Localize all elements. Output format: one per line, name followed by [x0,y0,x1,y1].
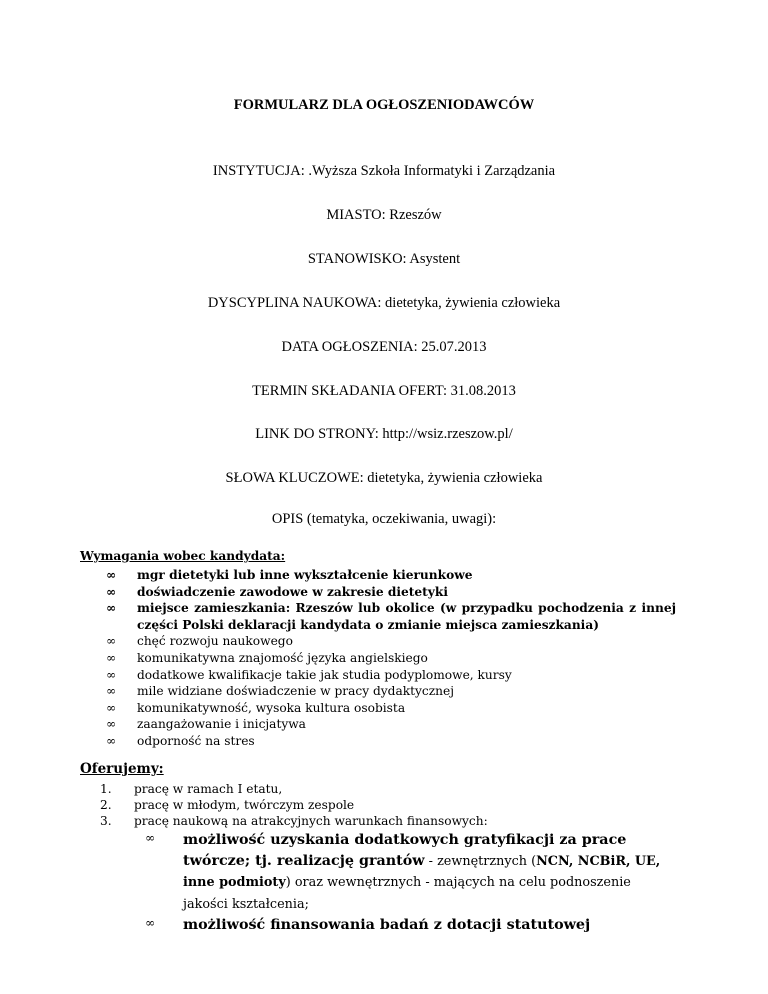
deadline-field: TERMIN SKŁADANIA OFERT: 31.08.2013 [252,383,516,399]
list-item: ∞ mile widziane doświadczenie w pracy dydaktycznej [106,684,454,699]
discipline-field: DYSCYPLINA NAUKOWA: dietetyka, żywienia człowieka [207,295,561,311]
position-field: STANOWISKO: Asystent [307,251,461,267]
description-heading: OPIS (tematyka, oczekiwania, uwagi): [271,511,497,527]
list-item: ∞ możliwość uzyskania dodatkowych gratyfikacji za prace twórcze; tj. realizację grantów - zewnętrznych (NCN, NCBiR, UE, inne podmioty) oraz wewnętrznych - mających na celu podnoszenie jakości kształcenia; [145,831,661,912]
infinity-bullet-icon: ∞ [106,634,117,649]
infinity-bullet-icon: ∞ [106,684,117,699]
infinity-bullet-icon: ∞ [106,601,117,616]
infinity-bullet-icon: ∞ [145,831,156,845]
link-field: LINK DO STRONY: http://wsiz.rzeszow.pl/ [255,426,513,442]
list-item: ∞ mgr dietetyki lub inne wykształcenie kierunkowe [106,568,473,582]
list-item: ∞ komunikatywność, wysoka kultura osobista [106,700,406,715]
page-title: FORMULARZ DLA OGŁOSZENIODAWCÓW [233,97,535,113]
list-item: 3. pracę naukową na atrakcyjnych warunkach finansowych: [100,814,488,828]
offer-list [100,781,488,829]
infinity-bullet-icon: ∞ [106,568,117,582]
list-item: ∞ odporność na stres [106,733,255,748]
infinity-bullet-icon: ∞ [106,667,117,682]
offer-heading: Oferujemy: [80,761,164,777]
infinity-bullet-icon: ∞ [106,650,117,665]
infinity-bullet-icon: ∞ [145,916,156,930]
infinity-bullet-icon: ∞ [106,700,117,715]
offer-sublist [145,829,665,935]
list-item: ∞ doświadczenie zawodowe w zakresie dietetyki [106,584,448,599]
infinity-bullet-icon: ∞ [106,733,117,748]
list-item: ∞ chęć rozwoju naukowego [106,634,293,649]
infinity-bullet-icon: ∞ [106,584,117,599]
list-item: ∞ możliwość finansowania badań z dotacji statutowej [145,916,591,933]
requirements-heading: Wymagania wobec kandydata: [80,549,286,563]
institution-field: INSTYTUCJA: .Wyższa Szkoła Informatyki i Zarządzania [212,163,556,179]
infinity-bullet-icon: ∞ [106,717,117,732]
list-item: ∞ zaangażowanie i inicjatywa [106,717,306,732]
date-field: DATA OGŁOSZENIA: 25.07.2013 [281,339,487,355]
list-item: ∞ komunikatywna znajomość języka angielskiego [106,650,428,665]
list-item: ∞ dodatkowe kwalifikacje takie jak studia podyplomowe, kursy [106,667,512,682]
requirements-list [106,567,676,750]
keywords-field: SŁOWA KLUCZOWE: dietetyka, żywienia człowieka [225,470,543,486]
list-item: 2. pracę w młodym, twórczym zespole [100,798,355,812]
list-item: 1. pracę w ramach I etatu, [100,782,283,796]
list-item: ∞ miejsce zamieszkania: Rzeszów lub okolice (w przypadku pochodzenia z innej części Polski deklaracji kandydata o zmianie miejsca zamieszkania) [106,601,676,632]
city-field: MIASTO: Rzeszów [326,207,442,223]
